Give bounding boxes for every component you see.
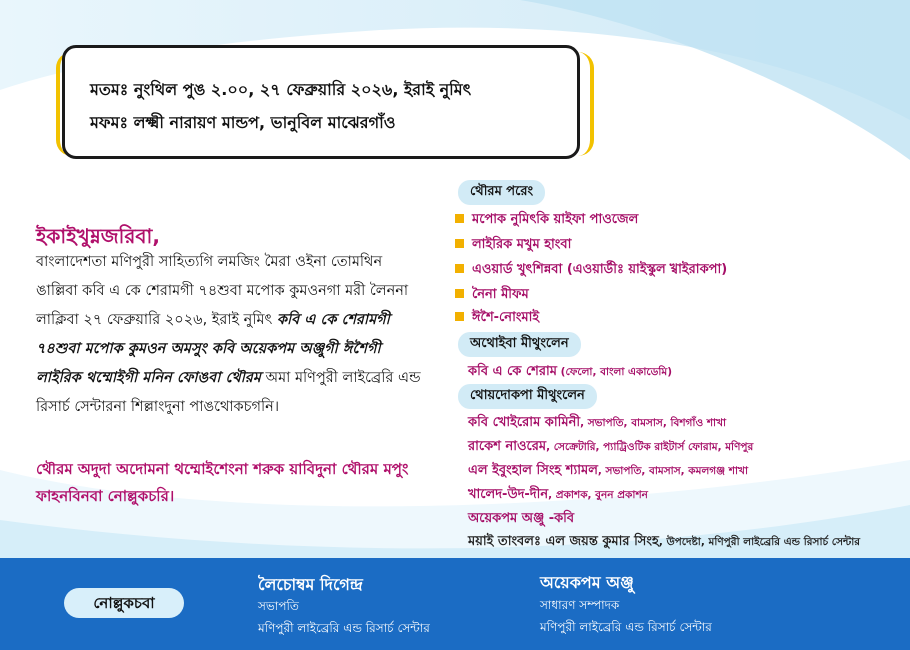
- bullet-icon: [455, 312, 464, 321]
- special-guests-heading: থোয়দোকপা মীথুংলেন: [458, 384, 597, 409]
- program-item: লাইরিক মখুম হাংবা: [455, 235, 571, 256]
- special-guest: অয়েকপম অঞ্জু -কবি: [468, 511, 575, 526]
- chief-guest-heading: অথোইবা মীথুংলেন: [458, 332, 581, 357]
- invitation-body: [36, 248, 426, 422]
- signatory-1-title: সভাপতি: [258, 599, 299, 613]
- chairperson-role: , উপদেষ্টা, মণিপুরী লাইব্রেরি এন্ড রিসার্চ সেন্টার: [658, 536, 861, 548]
- invitation-intro: বাংলাদেশতা মণিপুরী সাহিত্যগি লমজিং মৈরা ওইনা তোমথিন ঙাল্লিবা কবি এ কে শেরামগী ৭৪শুবা মপোক কুমওনগা মরী লৈননা লাক্লিবা ২৭ ফেব্রুয়ারি ২০২৬, ইরাই নুমিৎ: [36, 254, 409, 328]
- chairperson-label: ময়াই তাংবলঃ: [468, 534, 541, 549]
- special-guest: কবি খোইরোম কামিনী, সভাপতি, বামসাস, বিশগাঁও শাখা: [468, 415, 727, 430]
- signatory-2-name: অয়েকপম অঞ্জু: [540, 573, 634, 592]
- program-item: নৈনা মীফম: [455, 285, 529, 306]
- chief-guest: [468, 362, 672, 383]
- chairperson-name: এল জয়ন্ত কুমার সিংহ: [540, 534, 659, 549]
- program-heading: থৌরম পরেং: [458, 180, 545, 205]
- signatory-1-org: মণিপুরী লাইব্রেরি এন্ড রিসার্চ সেন্টার: [258, 621, 430, 635]
- bullet-icon: [455, 239, 464, 248]
- special-guest: খালেদ-উদ-দীন, প্রকাশক, বুনন প্রকাশন: [468, 487, 648, 502]
- closing-request: থৌরম অদুদা অদোমনা থম্মোইশেংনা শরুক য়াবিদুনা থৌরম মপুং ফাহনবিনবা নোল্লুকচরি।: [36, 460, 409, 505]
- chairperson: [468, 532, 860, 553]
- program-item: ঈশৈ-নোংমাই: [455, 308, 539, 329]
- chief-guest-role: (ফেলো, বাংলা একাডেমি): [557, 366, 673, 378]
- bullet-icon: [455, 289, 464, 298]
- special-guest: রাকেশ নাওরেম, সেক্রেটারি, প্যাট্রিওটিক রাইটার্স ফোরাম, মণিপুর: [468, 439, 754, 454]
- greeting: ইকাইখুম্নজরিবা,: [36, 224, 160, 248]
- program-item: মপোক নুমিৎকি য়াইফা পাওজেল: [455, 210, 638, 231]
- invitation-event-title: কবি এ কে শেরামগী ৭৪শুবা মপোক কুমওন অমসুং কবি অয়েকপম অঞ্জুগী ঈশৈগী লাইরিক থম্মোইগী মনিন ফোঙবা থৌরম: [36, 312, 390, 386]
- bullet-icon: [455, 214, 464, 223]
- signatory-2-org: মণিপুরী লাইব্রেরি এন্ড রিসার্চ সেন্টার: [540, 620, 712, 634]
- bullet-icon: [455, 264, 464, 273]
- event-time-date: মতমঃ নুংথিল পুঙ ২.০০, ২৭ ফেব্রুয়ারি ২০২৬, ইরাই নুমিৎ: [90, 80, 472, 99]
- event-venue: মফমঃ লক্ষ্মী নারায়ণ মান্ডপ, ভানুবিল মাঝেরগাঁও: [90, 113, 396, 132]
- signatory-1-name: লৈচোম্বম দিগেন্দ্র: [258, 575, 363, 594]
- invite-label: নোল্লুকচবা: [64, 588, 184, 618]
- program-item: এওয়ার্ড খুৎশিন্নবা (এওয়ার্ডীঃ য়াইস্কুল খ্বাইরাকপা): [455, 260, 727, 281]
- chief-guest-name: কবি এ কে শেরাম: [468, 364, 557, 379]
- signatory-2-title: সাধারণ সম্পাদক: [540, 598, 620, 612]
- special-guest: এল ইবুংহাল সিংহ শ্যামল, সভাপতি, বামসাস, কমলগঞ্জ শাখা: [468, 463, 748, 478]
- invitation-organizer: অমা মণিপুরী লাইব্রেরি এন্ড রিসার্চ সেন্টারনা শিল্লাংদুনা পাঙথোকচগনি।: [36, 370, 421, 415]
